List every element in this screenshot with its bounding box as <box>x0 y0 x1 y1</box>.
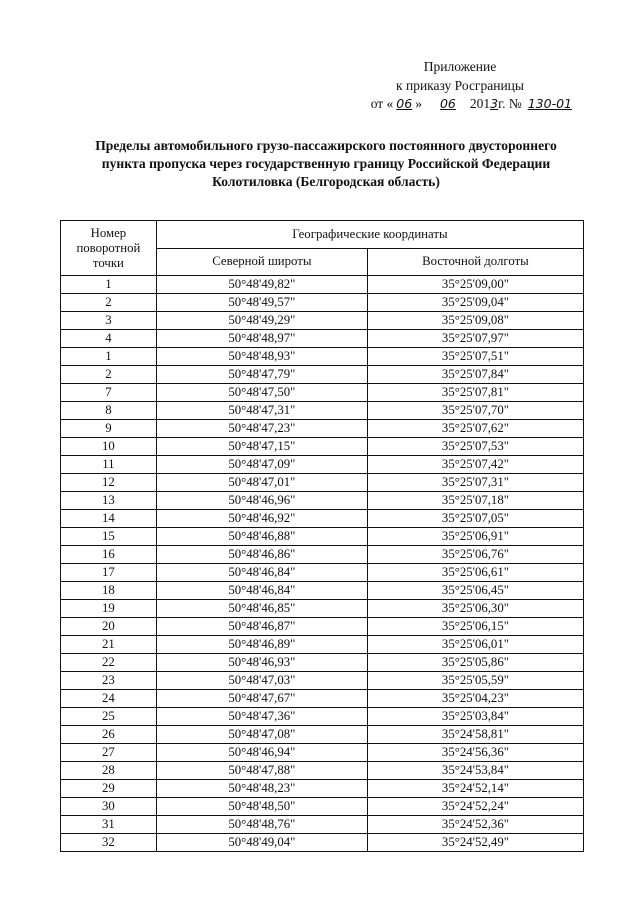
cell-point-number: 2 <box>61 294 157 312</box>
cell-latitude: 50°48'46,85" <box>156 600 367 618</box>
cell-point-number: 4 <box>61 330 157 348</box>
cell-point-number: 15 <box>61 528 157 546</box>
table-row <box>61 384 584 402</box>
cell-longitude: 35°25'07,51" <box>367 348 583 366</box>
cell-latitude: 50°48'49,57" <box>156 294 367 312</box>
date-day: 06 <box>396 96 413 111</box>
table-row <box>61 402 584 420</box>
cell-longitude: 35°25'07,84" <box>367 366 583 384</box>
cell-latitude: 50°48'48,97" <box>156 330 367 348</box>
cell-latitude: 50°48'46,86" <box>156 546 367 564</box>
cell-latitude: 50°48'46,84" <box>156 564 367 582</box>
table-row <box>61 708 584 726</box>
cell-longitude: 35°25'07,18" <box>367 492 583 510</box>
date-month: 06 <box>439 96 456 111</box>
annex-date-line <box>340 95 580 114</box>
table-row <box>61 618 584 636</box>
cell-latitude: 50°48'46,88" <box>156 528 367 546</box>
cell-longitude: 35°25'07,62" <box>367 420 583 438</box>
table-row <box>61 420 584 438</box>
cell-longitude: 35°25'06,45" <box>367 582 583 600</box>
cell-point-number: 25 <box>61 708 157 726</box>
cell-latitude: 50°48'46,84" <box>156 582 367 600</box>
annex-order-ref: к приказу Росграницы <box>396 77 524 93</box>
date-year-digit: 3 <box>490 96 499 111</box>
table-row <box>61 456 584 474</box>
cell-latitude: 50°48'47,36" <box>156 708 367 726</box>
cell-point-number: 3 <box>61 312 157 330</box>
cell-point-number: 19 <box>61 600 157 618</box>
cell-longitude: 35°25'06,15" <box>367 618 583 636</box>
header-geo-coords: Географические координаты <box>156 221 583 249</box>
cell-point-number: 10 <box>61 438 157 456</box>
table-row <box>61 330 584 348</box>
cell-longitude: 35°24'52,14" <box>367 780 583 798</box>
cell-point-number: 11 <box>61 456 157 474</box>
date-prefix: от « <box>370 96 394 111</box>
table-row <box>61 474 584 492</box>
cell-longitude: 35°25'09,00" <box>367 276 583 294</box>
cell-latitude: 50°48'48,50" <box>156 798 367 816</box>
cell-latitude: 50°48'49,04" <box>156 834 367 852</box>
cell-latitude: 50°48'46,87" <box>156 618 367 636</box>
cell-point-number: 8 <box>61 402 157 420</box>
cell-point-number: 7 <box>61 384 157 402</box>
coordinates-table <box>60 220 584 852</box>
date-sep: » <box>415 96 422 111</box>
table-row <box>61 582 584 600</box>
cell-latitude: 50°48'47,03" <box>156 672 367 690</box>
cell-latitude: 50°48'47,23" <box>156 420 367 438</box>
cell-longitude: 35°25'06,61" <box>367 564 583 582</box>
cell-longitude: 35°25'06,76" <box>367 546 583 564</box>
title-line-2: пункта пропуска через государственную границу Российской Федерации <box>101 156 551 171</box>
table-row <box>61 762 584 780</box>
cell-point-number: 18 <box>61 582 157 600</box>
date-year-prefix: 201 <box>469 96 491 111</box>
cell-latitude: 50°48'47,09" <box>156 456 367 474</box>
cell-latitude: 50°48'48,76" <box>156 816 367 834</box>
cell-longitude: 35°25'07,97" <box>367 330 583 348</box>
cell-point-number: 2 <box>61 366 157 384</box>
cell-longitude: 35°25'09,04" <box>367 294 583 312</box>
table-row <box>61 600 584 618</box>
cell-longitude: 35°25'06,91" <box>367 528 583 546</box>
table-row <box>61 816 584 834</box>
cell-latitude: 50°48'49,29" <box>156 312 367 330</box>
table-row <box>61 834 584 852</box>
header-longitude: Восточной долготы <box>367 248 583 276</box>
table-row <box>61 726 584 744</box>
cell-latitude: 50°48'46,96" <box>156 492 367 510</box>
annex-label: Приложение <box>423 59 497 74</box>
cell-point-number: 31 <box>61 816 157 834</box>
cell-longitude: 35°25'07,05" <box>367 510 583 528</box>
cell-latitude: 50°48'47,15" <box>156 438 367 456</box>
cell-longitude: 35°25'07,70" <box>367 402 583 420</box>
cell-point-number: 9 <box>61 420 157 438</box>
cell-point-number: 14 <box>61 510 157 528</box>
cell-longitude: 35°25'06,01" <box>367 636 583 654</box>
cell-longitude: 35°25'09,08" <box>367 312 583 330</box>
annex-header <box>340 58 580 114</box>
cell-latitude: 50°48'49,82" <box>156 276 367 294</box>
cell-longitude: 35°25'07,81" <box>367 384 583 402</box>
table-row <box>61 276 584 294</box>
cell-longitude: 35°25'05,86" <box>367 654 583 672</box>
cell-latitude: 50°48'47,01" <box>156 474 367 492</box>
cell-longitude: 35°24'52,49" <box>367 834 583 852</box>
cell-point-number: 13 <box>61 492 157 510</box>
cell-point-number: 26 <box>61 726 157 744</box>
cell-point-number: 20 <box>61 618 157 636</box>
table-row <box>61 636 584 654</box>
table-row <box>61 366 584 384</box>
cell-longitude: 35°24'52,24" <box>367 798 583 816</box>
cell-longitude: 35°25'07,53" <box>367 438 583 456</box>
title-line-1: Пределы автомобильного грузо-пассажирского постоянного двустороннего <box>95 138 557 153</box>
cell-latitude: 50°48'46,94" <box>156 744 367 762</box>
cell-longitude: 35°25'07,42" <box>367 456 583 474</box>
cell-point-number: 23 <box>61 672 157 690</box>
cell-point-number: 21 <box>61 636 157 654</box>
cell-point-number: 28 <box>61 762 157 780</box>
cell-longitude: 35°24'53,84" <box>367 762 583 780</box>
table-row <box>61 528 584 546</box>
cell-point-number: 1 <box>61 348 157 366</box>
table-row <box>61 564 584 582</box>
table-row <box>61 510 584 528</box>
cell-point-number: 27 <box>61 744 157 762</box>
cell-longitude: 35°25'07,31" <box>367 474 583 492</box>
table-row <box>61 780 584 798</box>
cell-longitude: 35°24'52,36" <box>367 816 583 834</box>
cell-latitude: 50°48'48,23" <box>156 780 367 798</box>
cell-latitude: 50°48'46,93" <box>156 654 367 672</box>
cell-latitude: 50°48'47,79" <box>156 366 367 384</box>
table-row <box>61 492 584 510</box>
date-year-suffix: г. № <box>498 96 522 111</box>
cell-point-number: 24 <box>61 690 157 708</box>
cell-longitude: 35°25'06,30" <box>367 600 583 618</box>
cell-point-number: 17 <box>61 564 157 582</box>
cell-latitude: 50°48'47,88" <box>156 762 367 780</box>
title-line-3: Колотиловка (Белгородская область) <box>212 174 440 189</box>
table-row <box>61 690 584 708</box>
table-row <box>61 672 584 690</box>
cell-latitude: 50°48'47,67" <box>156 690 367 708</box>
cell-latitude: 50°48'48,93" <box>156 348 367 366</box>
table-row <box>61 744 584 762</box>
cell-point-number: 16 <box>61 546 157 564</box>
cell-longitude: 35°25'03,84" <box>367 708 583 726</box>
cell-point-number: 22 <box>61 654 157 672</box>
table-row <box>61 348 584 366</box>
cell-point-number: 32 <box>61 834 157 852</box>
order-number: 130-01 <box>527 96 572 111</box>
table-body <box>61 276 584 852</box>
header-latitude: Северной широты <box>156 248 367 276</box>
cell-point-number: 29 <box>61 780 157 798</box>
cell-longitude: 35°24'58,81" <box>367 726 583 744</box>
cell-point-number: 30 <box>61 798 157 816</box>
table-row <box>61 654 584 672</box>
cell-latitude: 50°48'46,89" <box>156 636 367 654</box>
cell-longitude: 35°25'05,59" <box>367 672 583 690</box>
cell-longitude: 35°25'04,23" <box>367 690 583 708</box>
header-point-number: Номер поворотной точки <box>61 221 157 276</box>
cell-point-number: 1 <box>61 276 157 294</box>
cell-latitude: 50°48'47,31" <box>156 402 367 420</box>
document-title <box>52 137 600 191</box>
table-row <box>61 438 584 456</box>
table-row <box>61 798 584 816</box>
cell-latitude: 50°48'46,92" <box>156 510 367 528</box>
table-row <box>61 294 584 312</box>
table-row <box>61 546 584 564</box>
cell-point-number: 12 <box>61 474 157 492</box>
cell-longitude: 35°24'56,36" <box>367 744 583 762</box>
cell-latitude: 50°48'47,50" <box>156 384 367 402</box>
table-row <box>61 312 584 330</box>
cell-latitude: 50°48'47,08" <box>156 726 367 744</box>
